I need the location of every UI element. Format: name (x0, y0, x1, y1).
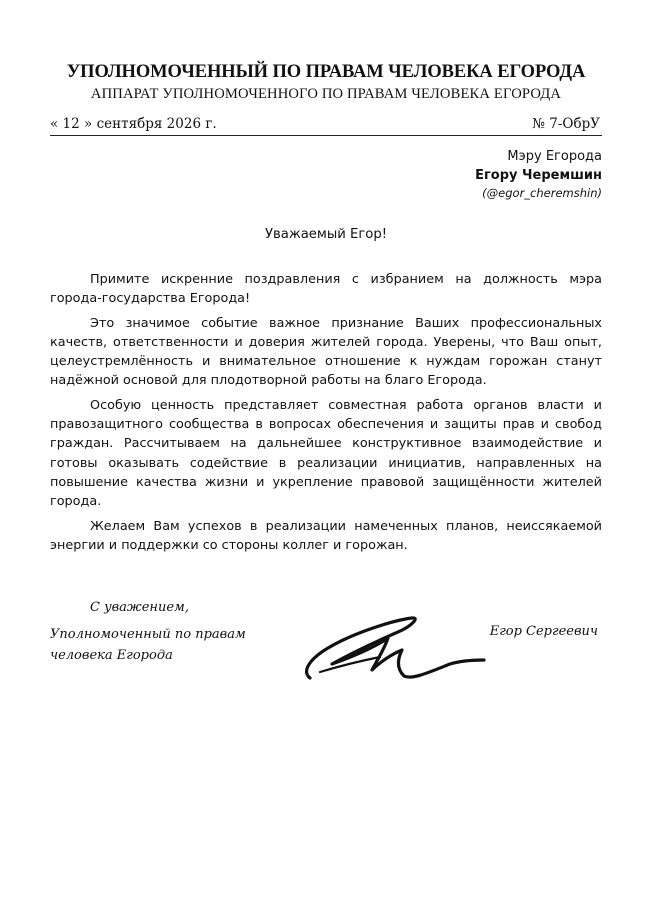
signer-position (50, 624, 246, 666)
body-paragraph: Примите искренние поздравления с избранием на должность мэра города-государства Егорода! (50, 272, 602, 307)
body-paragraph: Особую ценность представляет совместная работа органов власти и правозащитного сообщества в вопросах обеспечения и защиты прав и свобод граждан. Рассчитываем на дальнейшее конструктивное взаимодействие и готовы оказывать содействие в реализации инициатив, направленных на повышение качества жизни и укрепление правовой защищённости жителей города. (50, 397, 602, 510)
body-paragraph: Это значимое событие важное признание Ваших профессиональных качеств, ответственности и доверия жителей города. Уверены, что Ваш опыт, целеустремлённость и внимательное отношение к нуждам горожан станут надёжной основой для плодотворной работы на благо Егорода. (50, 315, 602, 389)
addressee-block (475, 147, 602, 202)
salutation: Уважаемый Егор! (264, 227, 388, 242)
addressee-handle: (@egor_cheremshin) (482, 186, 602, 200)
closing-phrase: С уважением, (90, 600, 189, 615)
addressee-title: Мэру Егорода (507, 149, 602, 164)
addressee-name: Егору Черемшин (475, 168, 602, 183)
department-subtitle: АППАРАТ УПОЛНОМОЧЕННОГО ПО ПРАВАМ ЧЕЛОВЕКА ЕГОРОДА (90, 86, 562, 102)
letter-body (50, 270, 602, 560)
signer-name: Егор Сергеевич (489, 624, 598, 639)
letter-meta-row (50, 115, 602, 136)
body-paragraph: Желаем Вам успехов в реализации намеченных планов, неиссякаемой энергии и поддержки со стороны коллег и горожан. (50, 518, 602, 553)
signer-position-line: Уполномоченный по правам (50, 627, 246, 642)
letter-date: « 12 » сентября 2026 г. (50, 116, 217, 132)
signer-position-line: человека Егорода (50, 648, 173, 663)
handwritten-signature (280, 610, 500, 690)
organization-title: УПОЛНОМОЧЕННЫЙ ПО ПРАВАМ ЧЕЛОВЕКА ЕГОРОДА (66, 62, 586, 82)
letter-number: № 7-ОбрУ (532, 116, 600, 132)
